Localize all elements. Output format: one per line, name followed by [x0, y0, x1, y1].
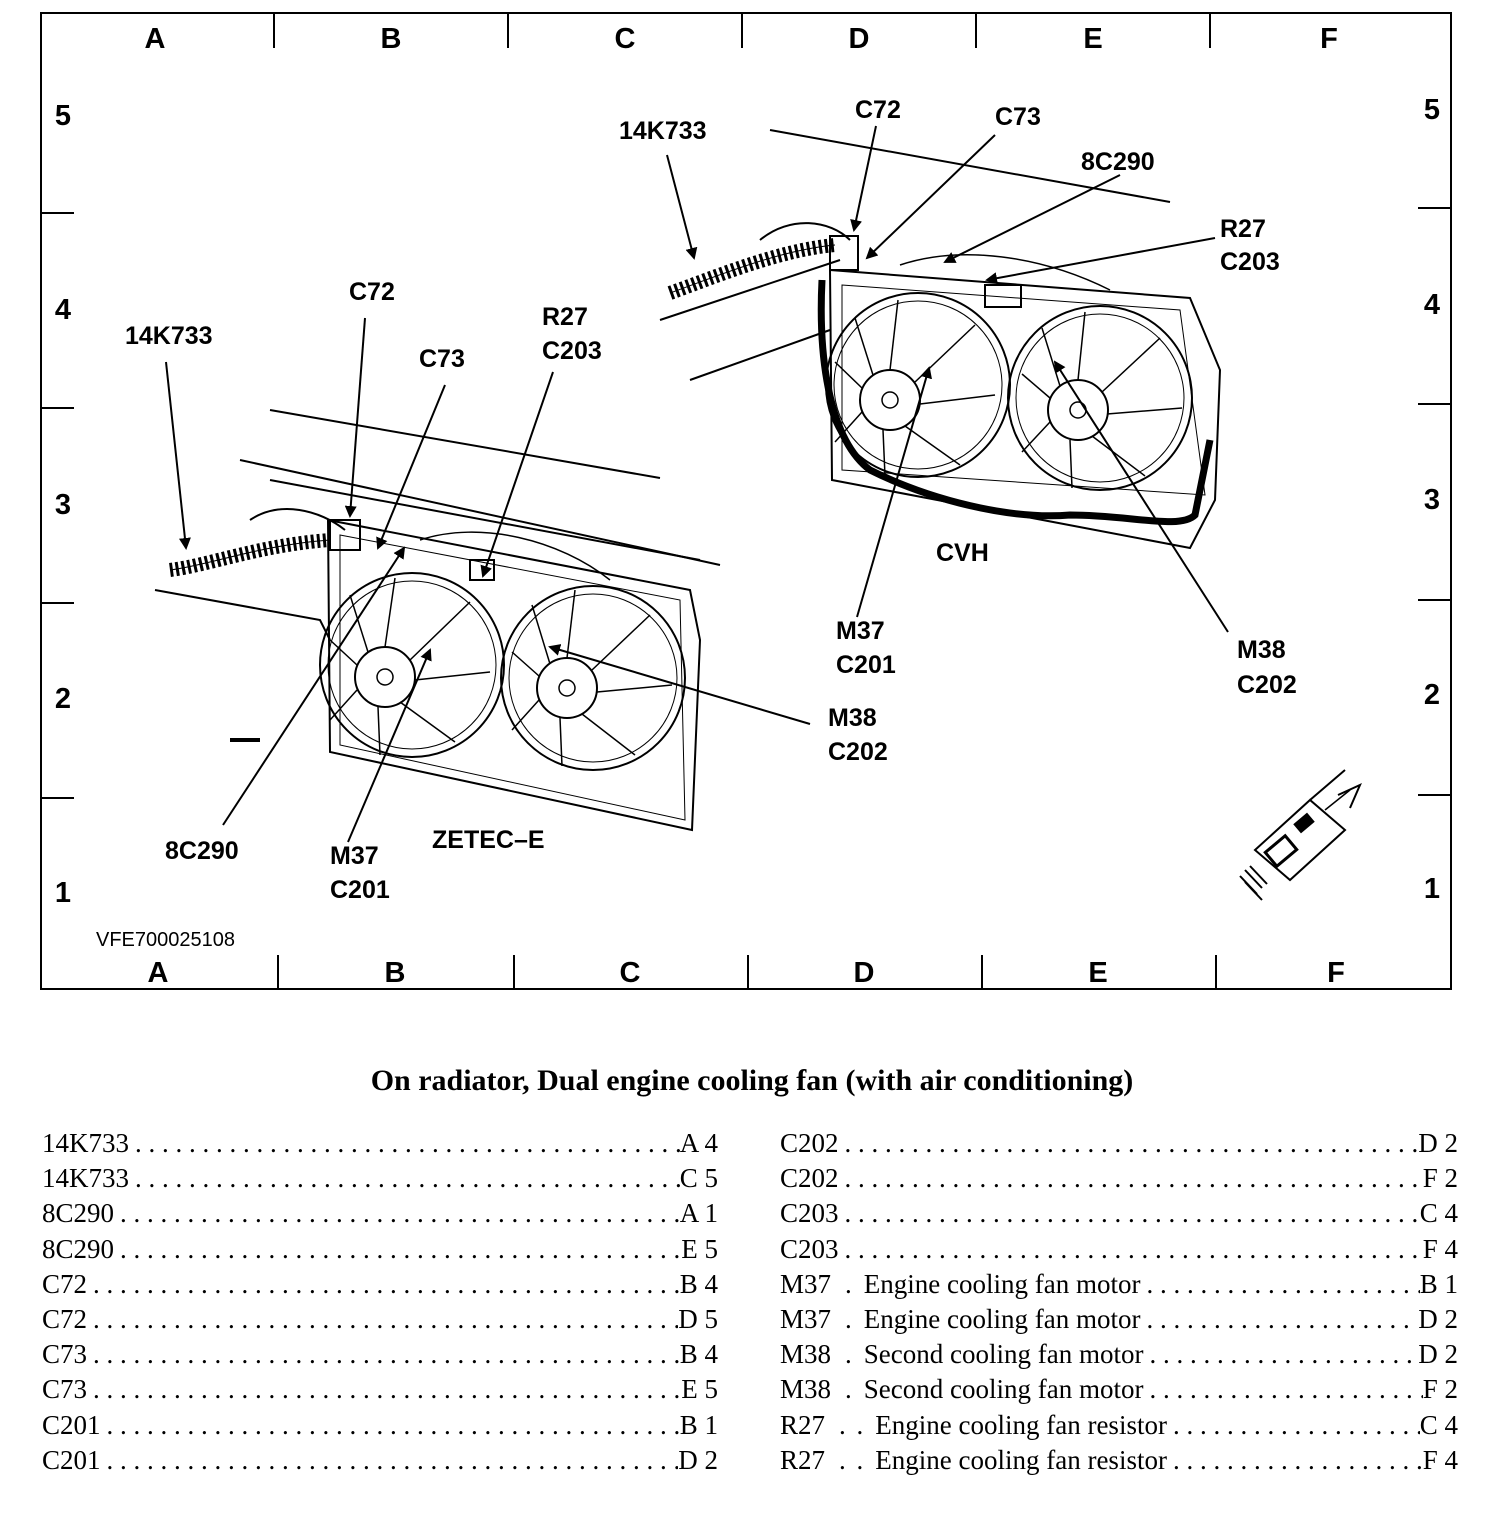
zetec-label-m37: M37	[330, 842, 379, 870]
index-row: R27 . . Engine cooling fan resistor . . . F 4	[780, 1445, 1458, 1480]
index-location: B 4	[679, 1268, 718, 1299]
grid-col-bottom-c: C	[619, 957, 641, 989]
index-location: F 4	[1422, 1444, 1458, 1475]
grid-col-bottom-d: D	[853, 957, 875, 989]
index-location: B 1	[1419, 1268, 1458, 1299]
index-code: M38	[780, 1374, 832, 1405]
index-location: B 1	[679, 1409, 718, 1440]
index-row	[42, 1234, 718, 1269]
cvh-label-c72: C72	[855, 96, 901, 124]
grid-row-right-3: 3	[1423, 484, 1441, 516]
index-code: C202	[780, 1128, 839, 1158]
index-code: 14K733	[42, 1128, 129, 1158]
grid-col-top-f: F	[1320, 23, 1338, 55]
index-row	[42, 1374, 718, 1409]
cvh-variant-name: CVH	[936, 539, 989, 567]
index-location: D 5	[678, 1303, 718, 1334]
index-location: A 4	[679, 1128, 718, 1158]
index-row	[42, 1163, 718, 1198]
index-description: Engine cooling fan motor	[863, 1268, 1141, 1299]
index-code: C73	[42, 1339, 88, 1370]
cvh-label-14k733: 14K733	[619, 117, 707, 145]
page-title: On radiator, Dual engine cooling fan (with air conditioning)	[370, 1064, 1134, 1097]
grid-row-right-5: 5	[1423, 94, 1441, 126]
grid-row-right-1: 1	[1423, 873, 1441, 905]
index-description: Second cooling fan motor	[863, 1374, 1144, 1405]
grid-col-bottom-b: B	[384, 957, 406, 989]
grid-row-left-2: 2	[54, 683, 72, 715]
grid-col-top-d: D	[848, 23, 870, 55]
index-code: C201	[42, 1444, 101, 1475]
cvh-label-c201: C201	[836, 651, 896, 679]
zetec-label-8c290: 8C290	[165, 837, 239, 865]
grid-row-left-1: 1	[54, 877, 72, 909]
component-index-left	[42, 1128, 718, 1480]
index-code: 14K733	[42, 1163, 129, 1194]
index-row: M38 . Second cooling fan motor . . . D 2	[780, 1339, 1458, 1374]
index-row: M37 . Engine cooling fan motor . . . D 2	[780, 1304, 1458, 1339]
grid-col-bottom-a: A	[147, 957, 169, 989]
index-location: D 2	[1418, 1128, 1458, 1158]
grid-col-bottom-e: E	[1088, 957, 1108, 989]
grid-row-right-2: 2	[1423, 679, 1441, 711]
index-code: M37	[780, 1268, 832, 1299]
index-description: Engine cooling fan resistor	[875, 1444, 1167, 1475]
grid-col-top-b: B	[380, 23, 402, 55]
index-location: D 2	[678, 1444, 718, 1475]
cvh-label-m38: M38	[1237, 636, 1286, 664]
index-row	[42, 1198, 718, 1233]
index-description: Engine cooling fan resistor	[875, 1409, 1167, 1440]
zetec-label-c203: C203	[542, 337, 602, 365]
index-description: Engine cooling fan motor	[863, 1303, 1141, 1334]
index-location: C 4	[1419, 1198, 1458, 1229]
index-row	[42, 1128, 718, 1163]
cvh-label-c203: C203	[1220, 248, 1280, 276]
cvh-label-c73: C73	[995, 103, 1041, 131]
grid-row-left-3: 3	[54, 489, 72, 521]
zetec-label-c201: C201	[330, 876, 390, 904]
index-row	[780, 1234, 1458, 1269]
index-location: C 5	[679, 1163, 718, 1194]
grid-col-top-a: A	[144, 23, 166, 55]
figure-id: VFE700025108	[96, 929, 236, 951]
index-code: 8C290	[42, 1233, 115, 1264]
connector-icon	[1240, 770, 1360, 900]
index-code: M37	[780, 1303, 832, 1334]
zetec-label-c72: C72	[349, 278, 395, 306]
grid-col-top-c: C	[614, 23, 636, 55]
index-code: C72	[42, 1268, 88, 1299]
zetec-variant-name: ZETEC–E	[432, 826, 545, 854]
index-code: M38	[780, 1339, 832, 1370]
index-code: C72	[42, 1303, 88, 1334]
zetec-label-m38: M38	[828, 704, 877, 732]
index-location: A 1	[679, 1198, 718, 1229]
index-row: M37 . Engine cooling fan motor . . . B 1	[780, 1269, 1458, 1304]
index-location: C 4	[1419, 1409, 1458, 1440]
index-row	[42, 1410, 718, 1445]
zetec-label-c73: C73	[419, 345, 465, 373]
index-row	[42, 1269, 718, 1304]
index-code: R27	[780, 1444, 826, 1475]
index-code: R27	[780, 1409, 826, 1440]
index-row	[780, 1163, 1458, 1198]
zetec-label-c202: C202	[828, 738, 888, 766]
index-code: C203	[780, 1233, 839, 1264]
index-code: C203	[780, 1198, 839, 1229]
index-location: D 2	[1418, 1339, 1458, 1370]
cvh-label-r27: R27	[1220, 215, 1266, 243]
cvh-label-c202: C202	[1237, 671, 1297, 699]
grid-row-right-4: 4	[1423, 289, 1441, 321]
index-code: C202	[780, 1163, 839, 1194]
component-index-right	[780, 1128, 1458, 1480]
grid-row-left-4: 4	[54, 294, 72, 326]
index-description: Second cooling fan motor	[863, 1339, 1144, 1370]
zetec-label-14k733: 14K733	[125, 322, 213, 350]
index-row	[780, 1128, 1458, 1163]
grid-ticks	[40, 12, 1452, 990]
index-code: C201	[42, 1409, 101, 1440]
index-row: R27 . . Engine cooling fan resistor . . . C 4	[780, 1410, 1458, 1445]
index-code: 8C290	[42, 1198, 115, 1229]
index-location: B 4	[679, 1339, 718, 1370]
index-location: F 2	[1422, 1374, 1458, 1405]
cvh-label-m37: M37	[836, 617, 885, 645]
index-location: F 2	[1422, 1163, 1458, 1194]
zetec-label-r27: R27	[542, 303, 588, 331]
index-row	[42, 1339, 718, 1374]
index-row	[42, 1304, 718, 1339]
grid-col-top-e: E	[1083, 23, 1103, 55]
index-code: C73	[42, 1374, 88, 1405]
zetec-fan-assembly	[155, 410, 720, 830]
cvh-label-8c290: 8C290	[1081, 148, 1155, 176]
index-location: E 5	[681, 1233, 718, 1264]
index-location: E 5	[681, 1374, 718, 1405]
cvh-fan-assembly	[660, 130, 1220, 548]
grid-col-bottom-f: F	[1327, 957, 1345, 989]
index-row	[42, 1445, 718, 1480]
grid-row-left-5: 5	[54, 100, 72, 132]
index-location: F 4	[1422, 1233, 1458, 1264]
index-location: D 2	[1418, 1303, 1458, 1334]
index-row	[780, 1198, 1458, 1233]
index-row: M38 . Second cooling fan motor . . . F 2	[780, 1374, 1458, 1409]
